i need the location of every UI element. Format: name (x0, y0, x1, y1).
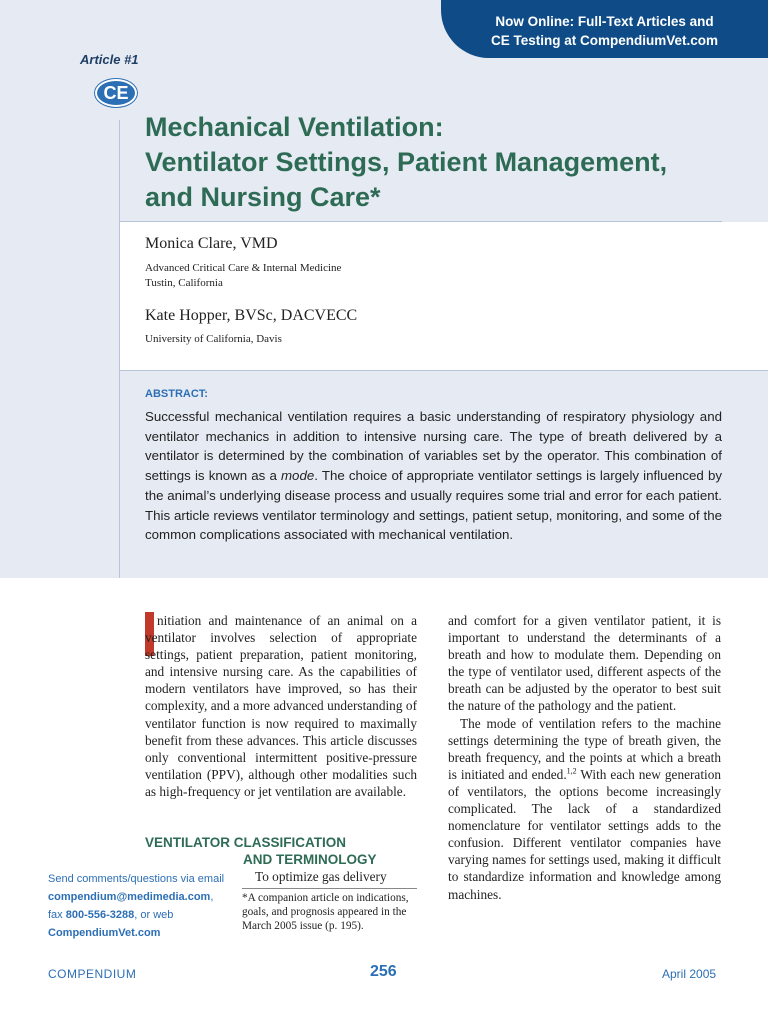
body-paragraph-3-part-1: The mode of ventilation refers to the machine settings determining the type of breath given, the breath frequency, and the points at which a breath is initiated and ended. (448, 715, 721, 782)
contact-web-link[interactable]: CompendiumVet.com (48, 927, 161, 939)
contact-note: Send comments/questions via email compendium@medimedia.com, fax 800-556-3288, or web CompendiumVet.com (48, 870, 234, 942)
author-affiliation-2 (145, 332, 282, 347)
body-paragraph-3-part-2: With each new generation of ventilators, the options become increasingly complicated. The lack of a standardized nomenclature for ventilator settings adds to the confusion. Different ventilator companies have varying names for settings used, making it difficult to standardize information and knowledge among machines. (448, 766, 722, 902)
online-banner[interactable] (441, 0, 768, 58)
banner-line-2: CE Testing at CompendiumVet.com (490, 33, 719, 48)
article-label: Article #1 (80, 52, 139, 67)
body-paragraph-1: nitiation and maintenance of an animal on a ventilator involves selection of appropriate settings, patient preparation, patient monitoring, and intensive nursing care. As the capabilities of modern ventilators have improved, so has their complexity, and a more advanced understanding of ventilator function is now required to maximally benefit from these advances. This article discusses only conventional intermittent positive-pressure ventilation (PPV), although other modalities such as high-frequency or jet ventilation are available. (145, 613, 417, 799)
author-affiliation-1 (145, 261, 341, 291)
contact-note-line-1: Send comments/questions via email (48, 873, 225, 885)
footnote-rule (242, 888, 417, 889)
title-line-3: and Nursing Care* (145, 182, 381, 212)
abstract-top-rule (120, 370, 768, 371)
author-affiliation-1-line-1: Advanced Critical Care & Internal Medicine (145, 262, 342, 274)
contact-fax-number: 800-556-3288 (65, 909, 135, 921)
body-paragraph-3 (448, 715, 721, 903)
banner-line-1: Now Online: Full-Text Articles and (495, 14, 714, 29)
contact-fax-prefix: fax (48, 909, 66, 921)
footer-page-number: 256 (370, 963, 397, 980)
body-column-2 (448, 612, 721, 903)
title-line-1: Mechanical Ventilation: (145, 112, 444, 142)
abstract-heading: ABSTRACT: (145, 388, 208, 400)
abstract-text-part-2: . The choice of appropriate ventilator settings is largely influenced by the animal’s underlying disease process and usually requires some trial and error for each patient. This article reviews ventilator terminology and settings, patient setup, monitoring, and some of the common complications associated with mechanical ventilation. (145, 468, 722, 543)
footnote: *A companion article on indications, goals, and prognosis appeared in the March 2005 issue (p. 195). (242, 892, 409, 932)
title-line-2: Ventilator Settings, Patient Management, (145, 147, 668, 177)
abstract-mode-word: mode (280, 468, 315, 484)
section-heading-line-2: AND TERMINOLOGY (243, 852, 377, 867)
section-heading-line-1: VENTILATOR CLASSIFICATION (145, 835, 346, 850)
contact-web-prefix: , or web (134, 909, 174, 921)
author-affiliation-1-line-2: Tustin, California (145, 277, 223, 289)
body-column-1 (145, 612, 417, 800)
ce-badge-icon: CE (95, 79, 137, 107)
author-name-1: Monica Clare, VMD (145, 235, 278, 252)
title-rule (120, 221, 722, 222)
body-paragraph-2: and comfort for a given ventilator patient, it is important to understand the determinants of a breath and how to modulate them. Depending on the type of ventilator used, different aspects of the breath can be adjusted by the operator to best suit the nature of the pathology and the patient. (448, 613, 721, 714)
body-column-1-tail: To optimize gas delivery (255, 869, 387, 884)
contact-email-link[interactable]: compendium@medimedia.com (48, 891, 211, 903)
article-title (145, 110, 745, 215)
footer-date: April 2005 (662, 967, 717, 981)
citation-superscript: 1,2 (566, 766, 577, 776)
author-name-2: Kate Hopper, BVSc, DACVECC (145, 307, 358, 324)
section-heading (145, 834, 405, 868)
vertical-rule (119, 120, 120, 578)
abstract-text-part-1: Successful mechanical ventilation requires a basic understanding of respiratory physiology and ventilator mechanics in addition to intensive nursing care. The type of breath delivered by a ventilator is determined by the combination of variables set by the operator. This combination of settings is known as a (145, 409, 722, 484)
footer-journal: COMPENDIUM (48, 967, 137, 981)
author-affiliation-2-line-1: University of California, Davis (145, 333, 282, 345)
abstract-text (145, 407, 722, 545)
